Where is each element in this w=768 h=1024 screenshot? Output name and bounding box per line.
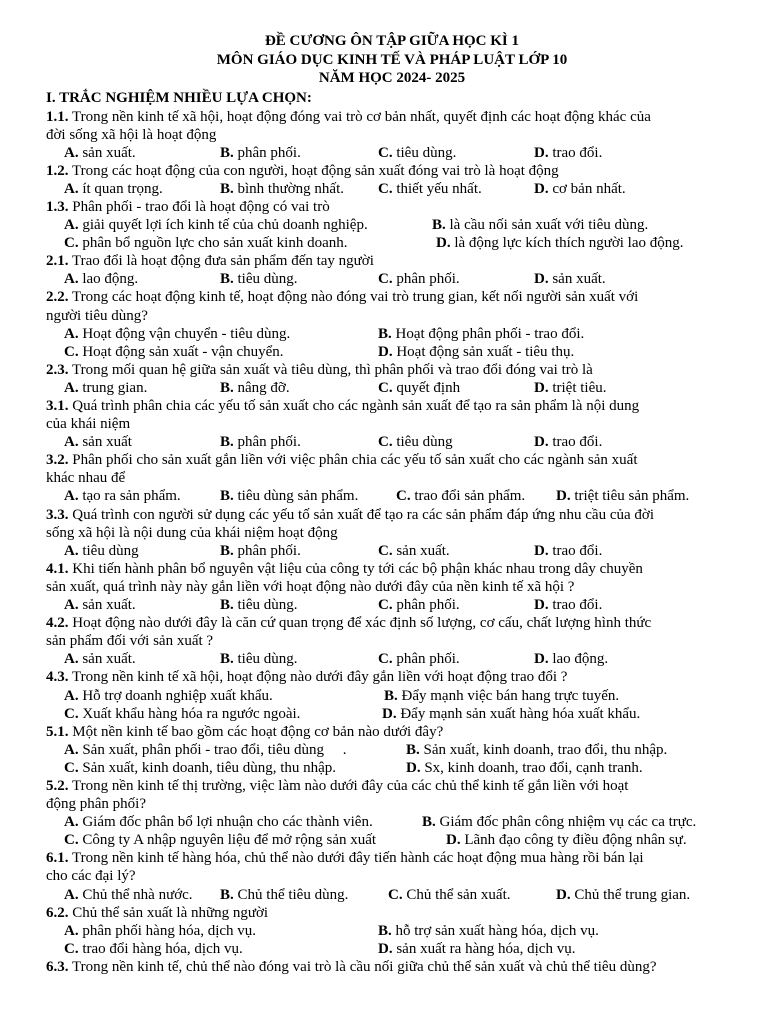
section-title: I. TRẮC NGHIỆM NHIỀU LỰA CHỌN: xyxy=(46,89,312,106)
option-a: A. sản xuất. xyxy=(64,144,136,161)
question-text: Chủ thể sản xuất là những người xyxy=(72,904,269,921)
options-row xyxy=(46,343,738,361)
option-a: A. Chủ thể nhà nước. xyxy=(64,886,193,903)
option-c: C. trao đổi sản phẩm. xyxy=(396,488,526,505)
options-row xyxy=(46,922,738,940)
option-a: A. tiêu dùng xyxy=(64,542,139,559)
question-stem xyxy=(46,288,738,306)
question-text-cont: động phân phối? xyxy=(46,796,146,813)
question-1-3 xyxy=(46,198,738,252)
options-row xyxy=(46,234,738,252)
question-text: Trong mối quan hệ giữa sản xuất và tiêu dùng, thì phân phối và trao đổi đóng vai trò là xyxy=(71,361,593,378)
option-b: B. phân phối. xyxy=(220,434,301,451)
question-stem xyxy=(46,108,738,126)
option-b: B. Sản xuất, kinh doanh, trao đổi, thu nhập. xyxy=(406,741,668,758)
question-stem xyxy=(46,849,738,867)
option-a: A. sản xuất. xyxy=(64,597,136,614)
question-text-cont: người tiêu dùng? xyxy=(46,307,148,324)
question-number: 3.3. xyxy=(46,506,69,523)
question-text-cont: sản xuất, quá trình này này gắn liền với hoạt động nào dưới đây của nền kinh tế xã hội ? xyxy=(46,578,575,595)
question-stem xyxy=(46,162,738,180)
option-c: C. tiêu dùng. xyxy=(378,144,457,161)
options-row xyxy=(46,596,738,614)
option-c: C. Hoạt động sản xuất - vận chuyển. xyxy=(64,343,284,360)
question-text: Trong nền kinh tế xã hội, hoạt động nào dưới đây gắn liền với hoạt động trao đổi ? xyxy=(71,669,568,686)
question-4-1 xyxy=(46,560,738,614)
question-stem xyxy=(46,614,738,632)
option-d: D. trao đổi. xyxy=(534,597,603,614)
option-a: A. trung gian. xyxy=(64,379,148,396)
doc-subject: MÔN GIÁO DỤC KINH TẾ VÀ PHÁP LUẬT LỚP 10 xyxy=(216,51,568,68)
question-text: Phân phối cho sản xuất gắn liền với việc phân chia các yếu tố sản xuất cho các ngành sản xuất xyxy=(72,452,638,469)
option-b: B. tiêu dùng. xyxy=(220,651,298,668)
question-2-2 xyxy=(46,288,738,360)
option-d: D. trao đổi. xyxy=(534,542,603,559)
question-text: Quá trình con người sử dụng các yếu tố sản xuất để tạo ra các sản phẩm đáp ứng nhu cầu của đời xyxy=(72,506,654,523)
options-row xyxy=(46,216,738,234)
options-row xyxy=(46,813,738,831)
option-d: D. trao đổi. xyxy=(534,144,603,161)
option-c: C. Sản xuất, kinh doanh, tiêu dùng, thu nhập. xyxy=(64,759,337,776)
option-c: C. sản xuất. xyxy=(378,542,450,559)
option-b: B. bình thường nhất. xyxy=(220,180,344,197)
option-c: C. quyết định xyxy=(378,379,461,396)
options-row xyxy=(46,759,738,777)
question-number: 3.2. xyxy=(46,452,69,469)
question-stem xyxy=(46,668,738,686)
question-text: Khi tiến hành phân bổ nguyên vật liệu của công ty tới các bộ phận khác nhau trong dây chuyền xyxy=(72,560,643,577)
option-b: B. phân phối. xyxy=(220,144,301,161)
question-number: 6.2. xyxy=(46,904,69,921)
question-1-1 xyxy=(46,108,738,162)
options-row xyxy=(46,144,738,162)
option-a: A. Sản xuất, phân phối - trao đổi, tiêu dùng . xyxy=(64,741,347,758)
option-b: B. hỗ trợ sản xuất hàng hóa, dịch vụ. xyxy=(378,922,599,939)
option-d: D. triệt tiêu. xyxy=(534,379,607,396)
question-number: 2.2. xyxy=(46,289,69,306)
question-number: 4.1. xyxy=(46,560,69,577)
question-text: Hoạt động nào dưới đây là căn cứ quan trọng để xác định số lượng, cơ cấu, chất lượng hình thức xyxy=(72,615,652,632)
option-a: A. Giám đốc phân bổ lợi nhuận cho các thành viên. xyxy=(64,814,373,831)
option-c: C. Xuất khẩu hàng hóa ra ngước ngoài. xyxy=(64,705,301,722)
question-3-3 xyxy=(46,506,738,560)
question-4-3 xyxy=(46,668,738,722)
option-b: B. Chủ thể tiêu dùng. xyxy=(220,886,349,903)
question-3-2 xyxy=(46,451,738,505)
question-text: Quá trình phân chia các yếu tố sản xuất cho các ngành sản xuất để tạo ra sản phẩm là nội dung xyxy=(72,398,640,414)
question-text-cont: đời sống xã hội là hoạt động xyxy=(46,126,217,143)
question-1-2 xyxy=(46,162,738,198)
question-stem xyxy=(46,904,738,922)
option-d: D. Sx, kinh doanh, trao đổi, cạnh tranh. xyxy=(406,759,643,776)
options-row xyxy=(46,542,738,560)
question-number: 4.3. xyxy=(46,669,69,686)
question-2-1 xyxy=(46,252,738,288)
option-d: D. lao động. xyxy=(534,651,609,668)
option-a: A. sản xuất. xyxy=(64,651,136,668)
option-b: B. nâng đỡ. xyxy=(220,379,290,396)
question-stem xyxy=(46,252,738,270)
option-d: D. triệt tiêu sản phẩm. xyxy=(556,488,690,505)
question-stem xyxy=(46,451,738,469)
option-a: A. phân phối hàng hóa, dịch vụ. xyxy=(64,922,257,939)
option-d: D. Hoạt động sản xuất - tiêu thụ. xyxy=(378,343,575,360)
options-row xyxy=(46,650,738,668)
question-stem xyxy=(46,560,738,578)
option-d: D. Lãnh đạo công ty điều động nhân sự. xyxy=(446,832,687,849)
option-d: D. sản xuất. xyxy=(534,271,606,288)
question-stem xyxy=(46,198,738,216)
option-a: A. Hoạt động vận chuyển - tiêu dùng. xyxy=(64,325,291,342)
question-text: Một nền kinh tế bao gồm các hoạt động cơ bản nào dưới đây? xyxy=(72,723,444,740)
option-d: D. sản xuất ra hàng hóa, dịch vụ. xyxy=(378,940,576,957)
options-row xyxy=(46,705,738,723)
question-number: 4.2. xyxy=(46,615,69,632)
option-a: A. ít quan trọng. xyxy=(64,180,163,197)
option-d: D. cơ bản nhất. xyxy=(534,180,626,197)
question-text: Phân phối - trao đổi là hoạt động có vai trò xyxy=(72,198,330,215)
options-row xyxy=(46,433,738,451)
option-b: B. là cầu nối sản xuất với tiêu dùng. xyxy=(432,217,649,234)
question-5-2 xyxy=(46,777,738,849)
question-text: Trong nền kinh tế, chủ thể nào đóng vai trò là cầu nối giữa chủ thể sản xuất và chủ thể tiêu dùng? xyxy=(71,958,657,975)
option-d: D. Đẩy mạnh sản xuất hàng hóa xuất khẩu. xyxy=(382,705,641,722)
options-row xyxy=(46,379,738,397)
question-number: 6.1. xyxy=(46,850,69,867)
question-stem xyxy=(46,777,738,795)
question-text: Trong nền kinh tế xã hội, hoạt động đóng vai trò cơ bản nhất, quyết định các hoạt động khác của xyxy=(71,108,651,125)
option-a: A. lao động. xyxy=(64,271,139,288)
option-a: A. giải quyết lợi ích kinh tế của chủ doanh nghiệp. xyxy=(64,217,368,234)
question-text: Trao đổi là hoạt động đưa sản phẩm đến tay người xyxy=(71,253,374,270)
question-text: Trong các hoạt động kinh tế, hoạt động nào đóng vai trò trung gian, kết nối người sản xuất với xyxy=(71,289,639,306)
question-stem xyxy=(46,958,738,976)
option-c: C. trao đổi hàng hóa, dịch vụ. xyxy=(64,940,243,957)
question-3-1 xyxy=(46,397,738,451)
question-text-cont: sản phẩm đối với sản xuất ? xyxy=(46,633,214,650)
question-6-2 xyxy=(46,904,738,958)
options-row xyxy=(46,831,738,849)
option-a: A. Hỗ trợ doanh nghiệp xuất khẩu. xyxy=(64,687,273,704)
option-b: B. tiêu dùng. xyxy=(220,271,298,288)
option-d: D. Chủ thể trung gian. xyxy=(556,886,691,903)
question-6-1 xyxy=(46,849,738,903)
question-2-3 xyxy=(46,361,738,397)
option-d: D. trao đổi. xyxy=(534,434,603,451)
option-d: D. là động lực kích thích người lao động. xyxy=(436,235,684,252)
question-number: 1.3. xyxy=(46,198,69,215)
question-number: 1.1. xyxy=(46,108,69,125)
question-number: 6.3. xyxy=(46,958,69,975)
options-row xyxy=(46,270,738,288)
question-text-cont: của khái niệm xyxy=(46,416,131,433)
options-row xyxy=(46,940,738,958)
question-number: 5.2. xyxy=(46,777,69,794)
question-text: Trong các hoạt động của con người, hoạt động sản xuất đóng vai trò là hoạt động xyxy=(71,162,559,179)
options-row xyxy=(46,487,738,505)
question-number: 3.1. xyxy=(46,398,69,414)
doc-title: ĐỀ CƯƠNG ÔN TẬP GIỮA HỌC KÌ 1 xyxy=(264,33,520,49)
question-text: Trong nền kinh tế hàng hóa, chủ thể nào dưới đây tiến hành các hoạt động mua hàng rồi bán lại xyxy=(71,850,644,867)
option-a: A. tạo ra sản phẩm. xyxy=(64,488,181,505)
option-c: C. phân phối. xyxy=(378,271,460,288)
option-b: B. Hoạt động phân phối - trao đổi. xyxy=(378,325,585,342)
options-row xyxy=(46,687,738,705)
question-text: Trong nền kinh tế thị trường, việc làm nào dưới đây của các chủ thể kinh tế gắn liền với hoạt xyxy=(71,777,629,794)
question-6-3 xyxy=(46,958,738,976)
option-c: C. Chủ thể sản xuất. xyxy=(388,886,511,903)
doc-school-year: NĂM HỌC 2024- 2025 xyxy=(318,70,466,86)
option-c: C. Công ty A nhập nguyên liệu để mở rộng sản xuất xyxy=(64,832,377,849)
question-stem xyxy=(46,361,738,379)
option-c: C. thiết yếu nhất. xyxy=(378,180,482,197)
option-b: B. tiêu dùng. xyxy=(220,597,298,614)
option-b: B. phân phối. xyxy=(220,542,301,559)
option-c: C. phân phối. xyxy=(378,651,460,668)
option-b: B. Đẩy mạnh việc bán hang trực tuyến. xyxy=(384,687,620,704)
option-b: B. Giám đốc phân công nhiệm vụ các ca trực. xyxy=(422,814,697,831)
question-number: 2.1. xyxy=(46,253,69,270)
options-row xyxy=(46,741,738,759)
question-stem xyxy=(46,723,738,741)
options-row xyxy=(46,886,738,904)
question-number: 1.2. xyxy=(46,162,69,179)
question-text-cont: khác nhau để xyxy=(46,470,126,487)
question-number: 2.3. xyxy=(46,361,69,378)
question-text-cont: sống xã hội là nội dung của khái niệm hoạt động xyxy=(46,524,338,541)
question-stem xyxy=(46,397,738,415)
question-stem xyxy=(46,506,738,524)
question-5-1 xyxy=(46,723,738,777)
option-c: C. phân bổ nguồn lực cho sản xuất kinh doanh. xyxy=(64,235,348,252)
question-number: 5.1. xyxy=(46,723,69,740)
options-row xyxy=(46,325,738,343)
option-a: A. sản xuất xyxy=(64,434,132,451)
question-4-2 xyxy=(46,614,738,668)
option-c: C. tiêu dùng xyxy=(378,434,453,451)
option-c: C. phân phối. xyxy=(378,597,460,614)
option-b: B. tiêu dùng sản phẩm. xyxy=(220,488,359,505)
question-text-cont: cho các đại lý? xyxy=(46,868,136,885)
options-row xyxy=(46,180,738,198)
